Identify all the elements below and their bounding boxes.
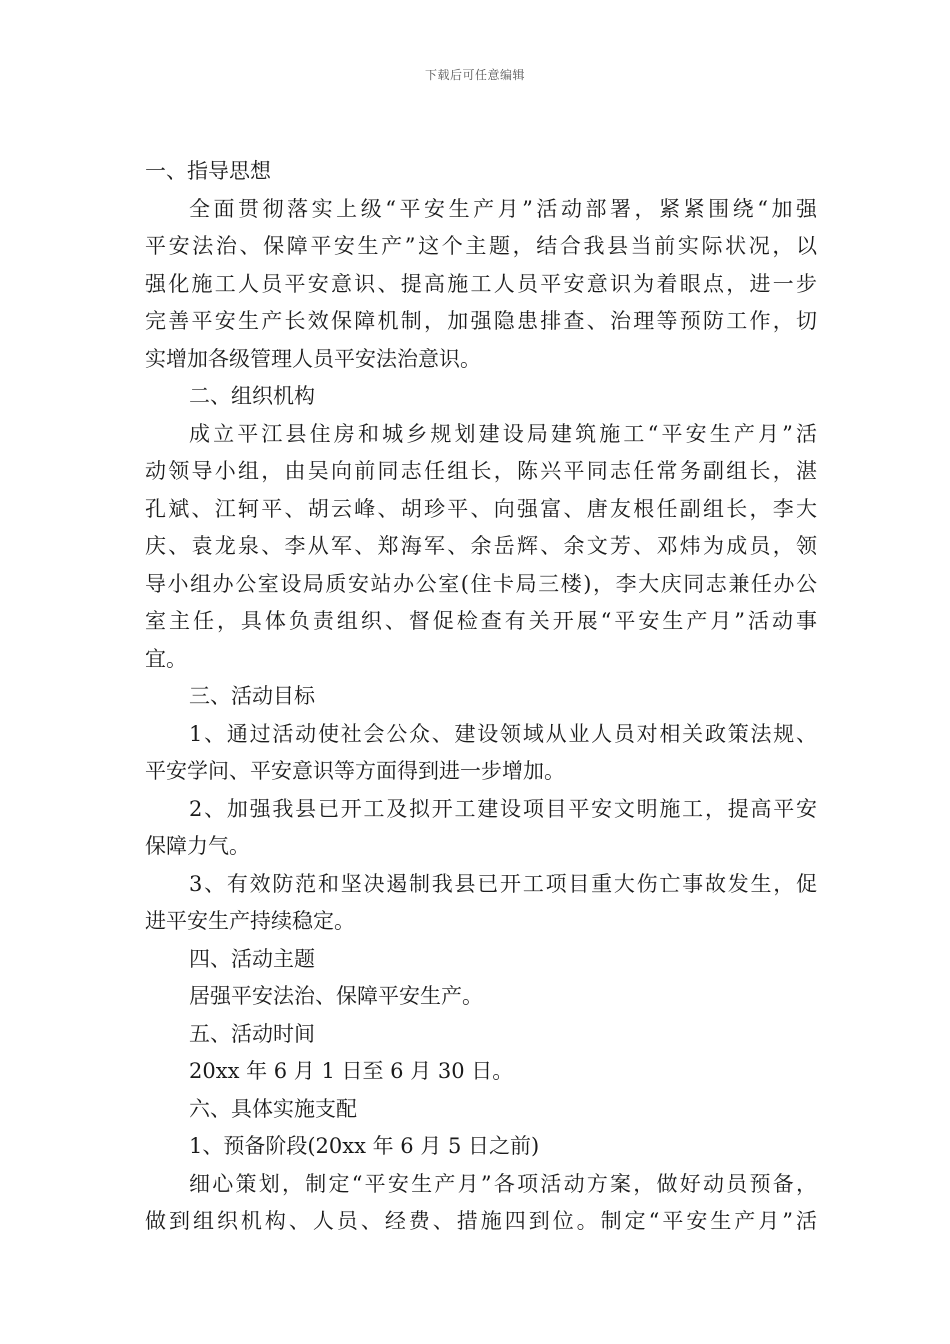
page-header xyxy=(0,66,950,83)
paragraph-line: 1、通过活动使社会公众、建设领域从业人员对相关政策法规、 xyxy=(189,721,817,746)
paragraph-line: 平安法治、保障平安生产”这个主题，结合我县当前实际状况，以 xyxy=(145,234,817,258)
paragraph-line: 强化施工人员平安意识、提高施工人员平安意识为着眼点，进一步 xyxy=(145,271,817,296)
paragraph-line: 1、预备阶段(20xx 年 6 月 5 日之前) xyxy=(189,1134,540,1158)
heading-implementation: 六、具体实施支配 xyxy=(189,1096,357,1121)
paragraph-line: 庆、袁龙泉、李从军、郑海军、余岳辉、余文芳、邓炜为成员，领 xyxy=(145,534,817,558)
heading-guiding-thought: 一、指导思想 xyxy=(145,159,271,183)
paragraph-line: 室主任，具体负责组织、督促检查有关开展“平安生产月”活动事 xyxy=(145,609,817,633)
paragraph-line: 成立平江县住房和城乡规划建设局建筑施工“平安生产月”活 xyxy=(189,421,817,446)
heading-theme: 四、活动主题 xyxy=(189,946,315,971)
heading-goals: 三、活动目标 xyxy=(189,684,315,708)
paragraph-line: 保障力气。 xyxy=(145,834,250,858)
paragraph-line: 进平安生产持续稳定。 xyxy=(145,909,355,933)
paragraph-line: 20xx 年 6 月 1 日至 6 月 30 日。 xyxy=(189,1059,514,1083)
paragraph-line: 宜。 xyxy=(145,646,187,671)
heading-time: 五、活动时间 xyxy=(189,1021,315,1046)
paragraph-line: 导小组办公室设局质安站办公室(住卡局三楼)，李大庆同志兼任办公 xyxy=(145,571,817,596)
paragraph-line: 孔斌、江轲平、胡云峰、胡珍平、向强富、唐友根任副组长，李大 xyxy=(145,496,817,521)
paragraph-line: 完善平安生产长效保障机制，加强隐患排查、治理等预防工作，切 xyxy=(145,309,817,333)
paragraph-line: 平安学问、平安意识等方面得到进一步增加。 xyxy=(145,759,565,783)
paragraph-line: 2、加强我县已开工及拟开工建设项目平安文明施工，提高平安 xyxy=(189,796,817,821)
paragraph-line: 实增加各级管理人员平安法治意识。 xyxy=(145,346,481,371)
paragraph-line: 3、有效防范和坚决遏制我县已开工项目重大伤亡事故发生，促 xyxy=(189,871,817,896)
paragraph-line: 细心策划，制定“平安生产月”各项活动方案，做好动员预备， xyxy=(189,1171,817,1196)
paragraph-line: 做到组织机构、人员、经费、措施四到位。制定“平安生产月”活 xyxy=(145,1209,817,1233)
header-text: 下载后可任意编辑 xyxy=(424,68,525,82)
heading-organization: 二、组织机构 xyxy=(189,384,315,408)
document-body xyxy=(145,153,817,1241)
paragraph-line: 动领导小组，由吴向前同志任组长，陈兴平同志任常务副组长，湛 xyxy=(145,459,817,483)
paragraph-line: 居强平安法治、保障平安生产。 xyxy=(189,984,483,1008)
paragraph-line: 全面贯彻落实上级“平安生产月”活动部署，紧紧围绕“加强 xyxy=(189,196,817,221)
